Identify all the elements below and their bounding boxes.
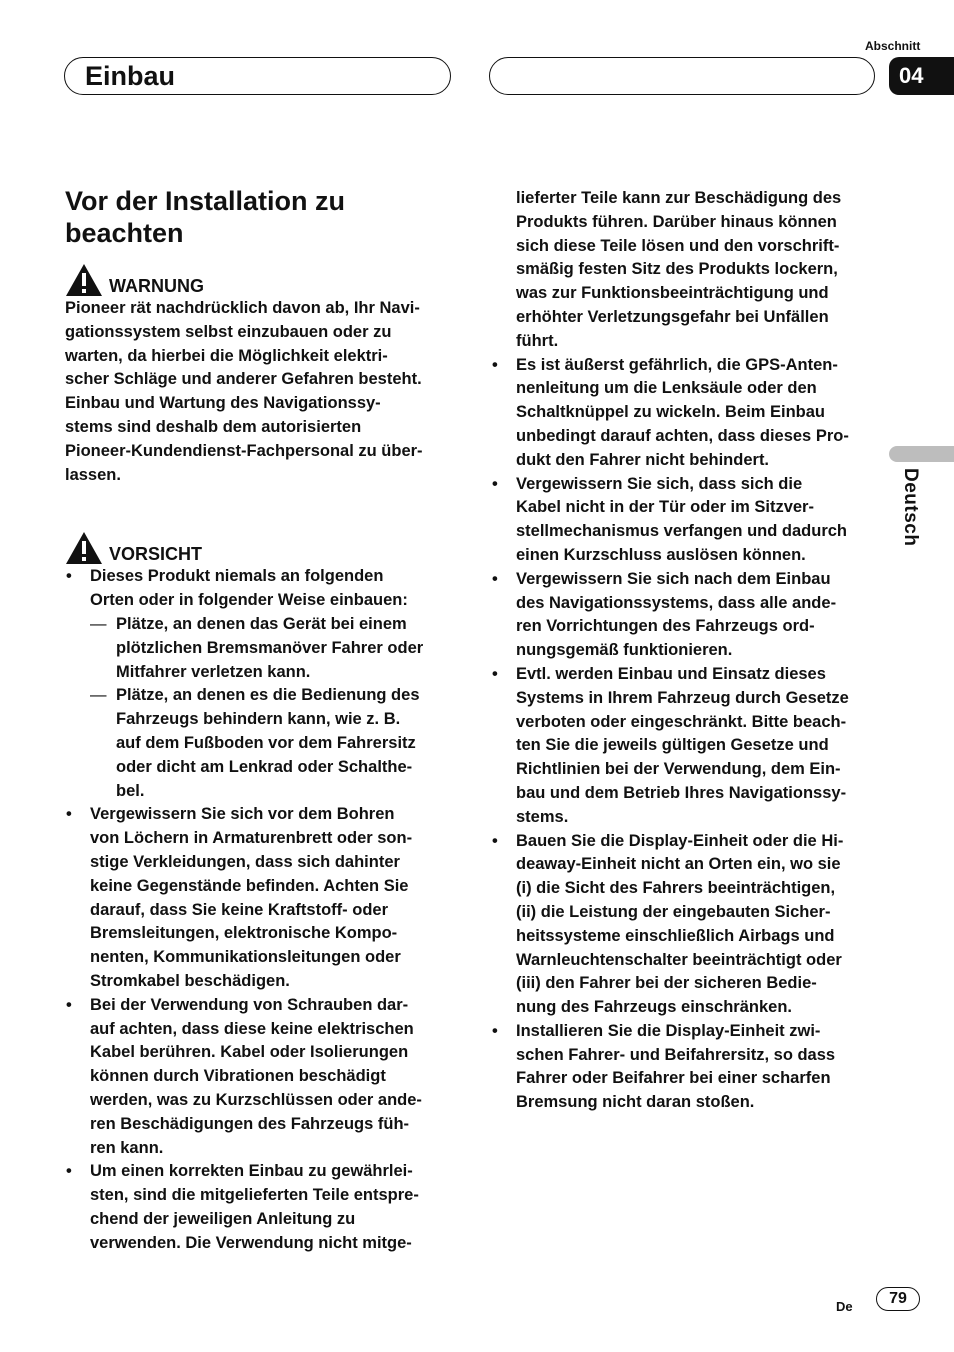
- header-empty-box: [489, 57, 875, 95]
- list-item: • Dieses Produkt niemals an folgenden Orten oder in folgender Weise einbauen: — Plätze, an denen das Gerät bei einem plötzlichen Bremsmanöver Fahrer oder Mitfahrer verletzen kann. — Plätze, an denen es die Bedienung des Fahrzeugs behindern kann, wie z. B. auf dem Fußboden vor dem Fahrersitz oder dicht am Lenkrad oder Schalthe- bel.: [65, 565, 455, 803]
- warning-text: Pioneer rät nachdrücklich davon ab, Ihr Navi- gationssystem selbst einzubauen oder zu warten, da hierbei die Möglichkeit elektri- scher Schläge und anderer Gefahren besteht. Einbau und Wartung des Navigationssy- stems sind deshalb dem autorisierten Pioneer-Kundendienst-Fachpersonal zu über- lassen.: [65, 299, 423, 484]
- list-item: • Bauen Sie die Display-Einheit oder die Hi- deaway-Einheit nicht an Orten ein, wo sie (i) die Sicht des Fahrers beeinträchtigen, (ii) die Leistung der eingebauten Sicher- heitssysteme einschließlich Airbags und Warnleuchtenschalter beeinträchtigt oder (iii) den Fahrer bei der sicheren Bedie- nung des Fahrzeugs einschränken.: [491, 830, 876, 1020]
- section-label: Abschnitt: [865, 39, 921, 53]
- page-number: 79: [876, 1287, 920, 1311]
- page-heading: Vor der Installation zu beachten: [65, 186, 346, 248]
- chapter-title-box: [64, 57, 451, 95]
- warning-label: WARNUNG: [109, 276, 204, 296]
- caution-heading: [65, 531, 455, 565]
- chapter-title: Einbau: [85, 61, 176, 91]
- caution-list-continued: [491, 354, 876, 1116]
- right-column: [491, 187, 876, 1115]
- caution-list: [65, 565, 455, 1255]
- list-item: • Vergewissern Sie sich nach dem Einbau des Navigationssystems, dass alle ande- ren Vorrichtungen des Fahrzeugs ord- nungsgemäß funktionieren.: [491, 568, 876, 663]
- caution-label: VORSICHT: [109, 544, 203, 565]
- list-item: • Vergewissern Sie sich, dass sich die Kabel nicht in der Tür oder im Sitzver- stellmechanismus verfangen und dadurch einen Kurzschluss auslösen können.: [491, 473, 876, 568]
- list-item: • Vergewissern Sie sich vor dem Bohren von Löchern in Armaturenbrett oder son- stige Verkleidungen, dass sich dahinter keine Gegenstände befinden. Achten Sie darauf, dass Sie keine Kraftstoff- oder Bremsleitungen, elektronische Kompo- nenten, Kommunikationsleitungen oder Stromkabel beschädigen.: [65, 803, 455, 993]
- left-column: [65, 185, 455, 1255]
- warning-triangle-icon: [65, 263, 103, 297]
- list-item: • Um einen korrekten Einbau zu gewährlei- sten, sind die mitgelieferten Teile entspre- chend der jeweiligen Anleitung zu verwenden. Die Verwendung nicht mitge-: [65, 1160, 455, 1255]
- section-number-badge: 04: [889, 57, 954, 95]
- list-item: • Es ist äußerst gefährlich, die GPS-Anten- nenleitung um die Lenksäule oder den Schaltknüppel zu wickeln. Beim Einbau unbedingt darauf achten, dass dieses Pro- dukt den Fahrer nicht behindert.: [491, 354, 876, 473]
- language-label: Deutsch: [900, 468, 921, 547]
- continued-text: lieferter Teile kann zur Beschädigung des Produkts führen. Darüber hinaus können sich diese Teile lösen und den vorschrift- smäßig festen Sitz des Produkts lockern, was zur Funktionsbeeinträchtigung und erhöhter Verletzungsgefahr bei Unfällen führt.: [516, 189, 842, 350]
- warning-heading: [65, 263, 455, 297]
- list-subitem: — Plätze, an denen das Gerät bei einem plötzlichen Bremsmanöver Fahrer oder Mitfahrer verletzen kann.: [90, 613, 455, 684]
- list-item: • Evtl. werden Einbau und Einsatz dieses Systems in Ihrem Fahrzeug durch Gesetze verboten oder eingeschränkt. Bitte beach- ten Sie die jeweils gültigen Gesetze und Richtlinien bei der Verwendung, dem Ein- bau und dem Betrieb Ihres Navigationssy- stems.: [491, 663, 876, 830]
- list-subitem: — Plätze, an denen es die Bedienung des Fahrzeugs behindern kann, wie z. B. auf dem Fußboden vor dem Fahrersitz oder dicht am Lenkrad oder Schalthe- bel.: [90, 684, 455, 803]
- warning-triangle-icon: [65, 531, 103, 565]
- footer-language-code: De: [836, 1299, 853, 1314]
- list-item: • Installieren Sie die Display-Einheit zwi- schen Fahrer- und Beifahrersitz, so dass Fahrer oder Beifahrer bei einer scharfen Bremsung nicht daran stoßen.: [491, 1020, 876, 1115]
- list-item: • Bei der Verwendung von Schrauben dar- auf achten, dass diese keine elektrischen Kabel berühren. Kabel oder Isolierungen können durch Vibrationen beschädigt werden, was zu Kurzschlüssen oder ande- ren Beschädigungen des Fahrzeugs füh- ren kann.: [65, 994, 455, 1161]
- language-tab-marker: [889, 446, 954, 462]
